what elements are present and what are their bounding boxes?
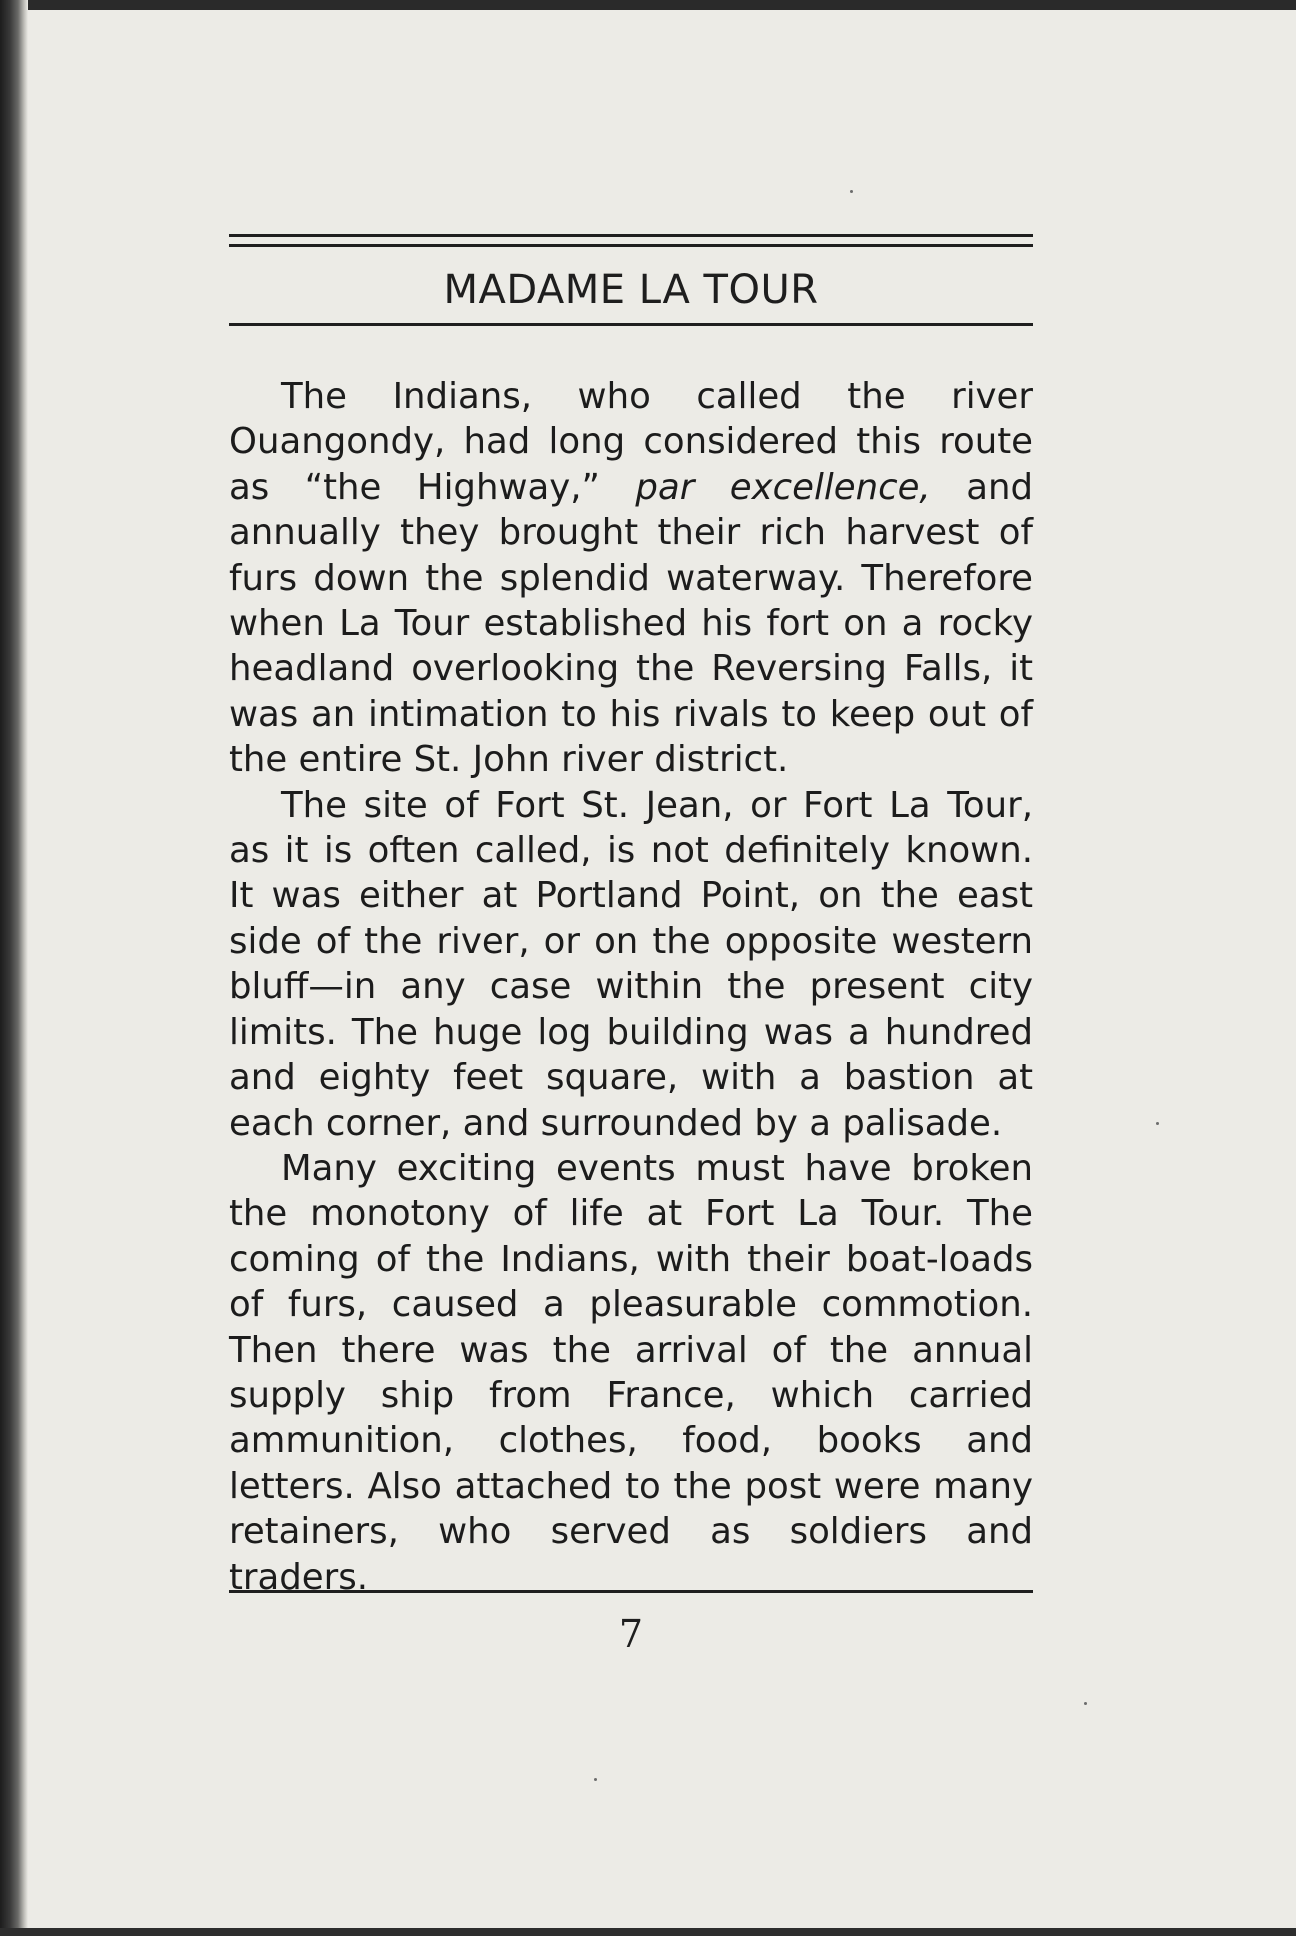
paragraph-1-text: The Indians, who called the river Ouangondy, had long considered this route as “the Highway,”: [229, 376, 1033, 508]
page-number: 7: [618, 1612, 644, 1656]
paragraph-1-text-cont: and annually they brought their rich harvest of furs down the splendid waterway. Therefore when La Tour established his fort on a rocky headland overlooking the Reversing Falls, it was an intimation to his rivals to keep out of the entire St. John river district.: [229, 466, 1033, 781]
header-underline-rule: [229, 323, 1033, 326]
paper-speck: [850, 190, 853, 193]
book-binding-edge: [0, 0, 28, 1936]
page-top-edge: [0, 0, 1296, 10]
page-bottom-edge: [0, 1928, 1296, 1936]
paragraph-3: Many exciting events must have broken the monotony of life at Fort La Tour. The coming of the Indians, with their boat-loads of furs, caused a pleasurable commotion. Then there was the arrival of the annual supply ship from France, which carried ammunition, clothes, food, books and letters. Also attached to the post were many retainers, who served as soldiers and traders.: [229, 1147, 1033, 1598]
header-double-rule: [229, 234, 1033, 247]
paper-speck: [594, 1778, 597, 1781]
footer-rule: [229, 1590, 1033, 1593]
paper-speck: [1156, 1122, 1159, 1125]
paper-speck: [1084, 1702, 1087, 1705]
italic-phrase: par excellence,: [635, 466, 931, 508]
paragraph-1: [229, 374, 1033, 783]
paragraph-2: The site of Fort St. Jean, or Fort La Tour, as it is often called, is not definitely known. It was either at Portland Point, on the east side of the river, or on the opposite western bluff—in any case within the present city limits. The huge log building was a hundred and eighty feet square, with a bastion at each corner, and surrounded by a palisade.: [229, 784, 1033, 1144]
body-text: [229, 374, 1033, 1600]
running-head: MADAME LA TOUR: [443, 267, 819, 313]
